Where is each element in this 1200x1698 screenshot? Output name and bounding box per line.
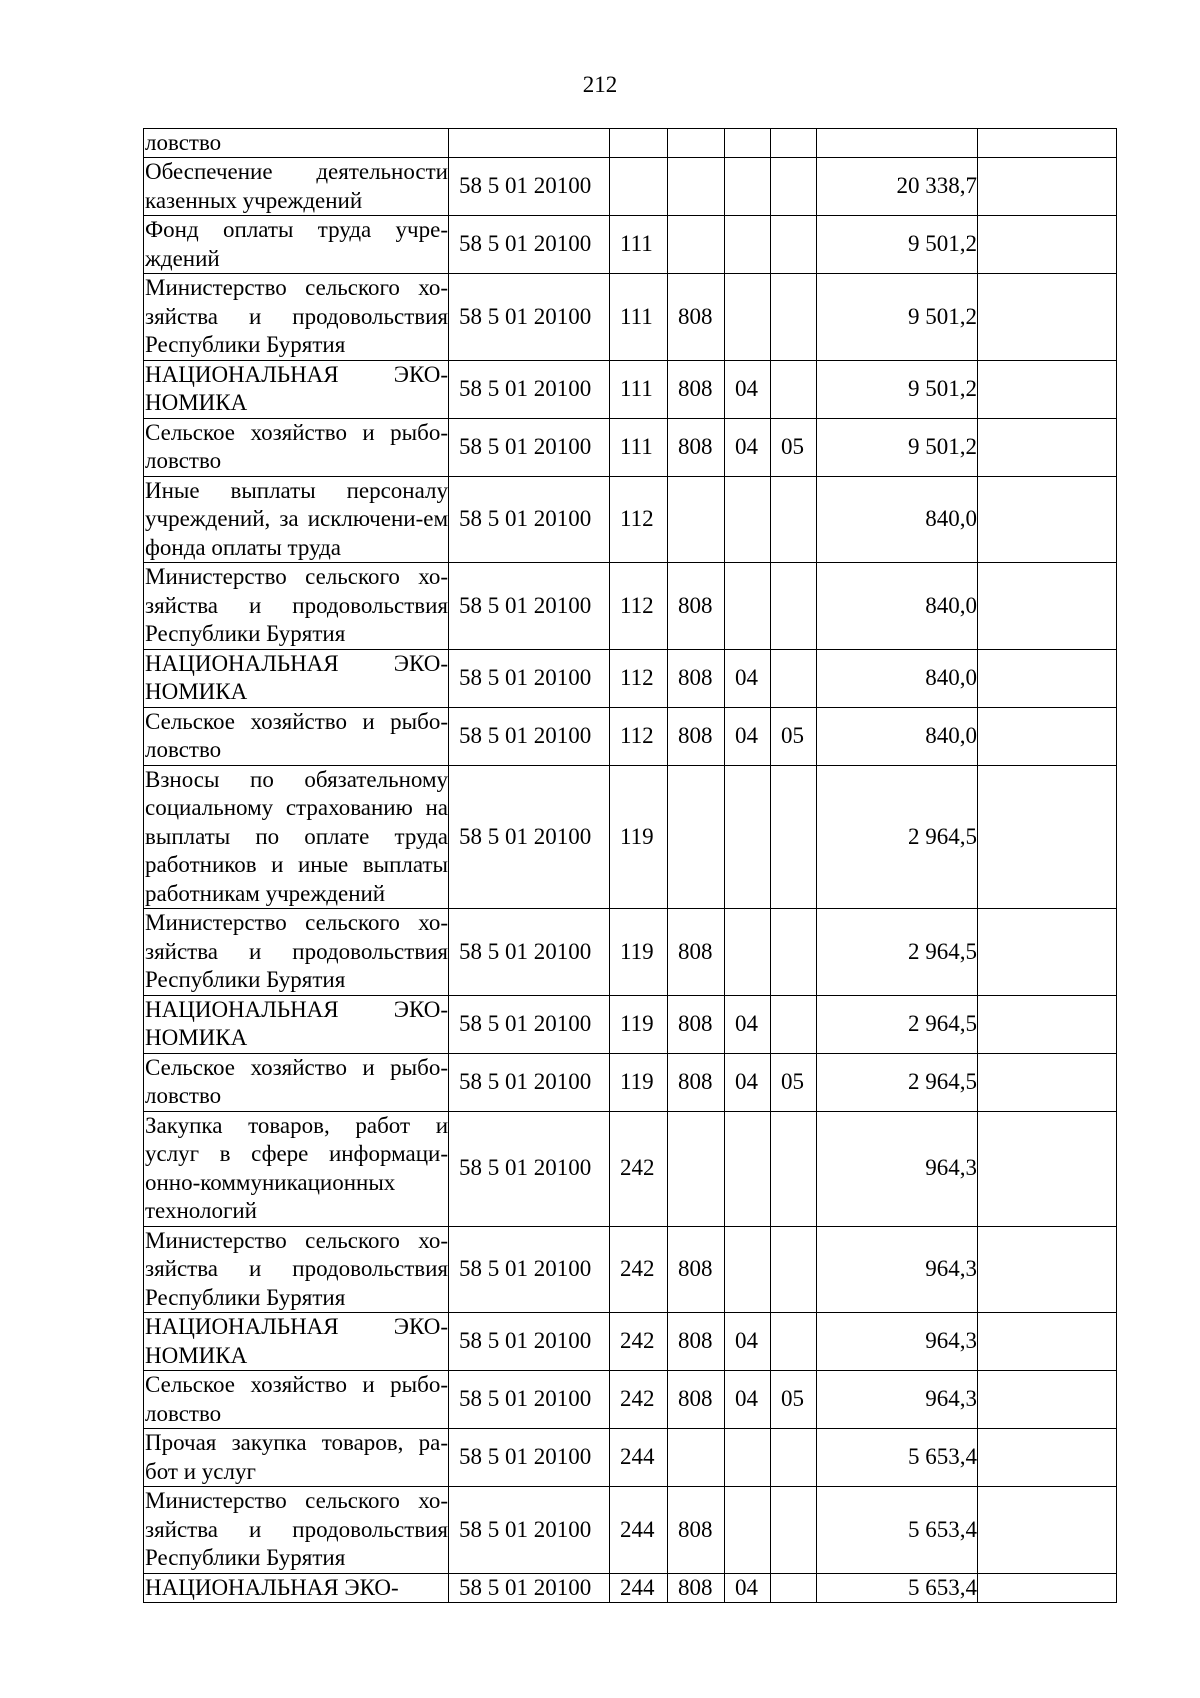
row-name-cell: Сельское хозяйство и рыбо-ловство xyxy=(144,1053,449,1111)
row-expense-type-cell: 112 xyxy=(610,649,668,707)
row-name-cell: Сельское хозяйство и рыбо-ловство xyxy=(144,707,449,765)
row-department-cell: 808 xyxy=(668,418,725,476)
page-number: 212 xyxy=(582,72,618,97)
row-expense-type-cell: 242 xyxy=(610,1371,668,1429)
row-amount-cell: 9 501,2 xyxy=(817,418,978,476)
row-name-cell: ловство xyxy=(144,129,449,158)
row-expense-type-cell: 242 xyxy=(610,1226,668,1313)
table-row xyxy=(144,216,1117,274)
row-amount-cell: 964,3 xyxy=(817,1226,978,1313)
row-subsection-cell xyxy=(771,476,817,563)
row-subsection-cell: 05 xyxy=(771,418,817,476)
table-row xyxy=(144,360,1117,418)
row-target-code-cell: 58 5 01 20100 xyxy=(449,476,610,563)
row-target-code-cell: 58 5 01 20100 xyxy=(449,1053,610,1111)
row-amount-cell: 2 964,5 xyxy=(817,1053,978,1111)
row-expense-type-cell: 242 xyxy=(610,1313,668,1371)
row-target-code-cell: 58 5 01 20100 xyxy=(449,1313,610,1371)
row-department-cell: 808 xyxy=(668,1313,725,1371)
row-section-cell: 04 xyxy=(725,995,771,1053)
table-row xyxy=(144,649,1117,707)
table-row xyxy=(144,995,1117,1053)
row-extra-cell xyxy=(978,1053,1117,1111)
row-expense-type-cell xyxy=(610,129,668,158)
row-subsection-cell xyxy=(771,1226,817,1313)
row-department-cell xyxy=(668,216,725,274)
row-section-cell: 04 xyxy=(725,1313,771,1371)
row-subsection-cell xyxy=(771,995,817,1053)
row-expense-type-cell xyxy=(610,158,668,216)
row-department-cell: 808 xyxy=(668,909,725,996)
row-expense-type-cell: 111 xyxy=(610,274,668,361)
row-extra-cell xyxy=(978,909,1117,996)
row-department-cell xyxy=(668,765,725,909)
row-department-cell: 808 xyxy=(668,649,725,707)
row-extra-cell xyxy=(978,1573,1117,1602)
row-target-code-cell: 58 5 01 20100 xyxy=(449,707,610,765)
row-target-code-cell: 58 5 01 20100 xyxy=(449,563,610,650)
row-amount-cell: 9 501,2 xyxy=(817,216,978,274)
row-expense-type-cell: 111 xyxy=(610,360,668,418)
row-target-code-cell: 58 5 01 20100 xyxy=(449,216,610,274)
row-expense-type-cell: 111 xyxy=(610,418,668,476)
table-row xyxy=(144,476,1117,563)
row-extra-cell xyxy=(978,649,1117,707)
row-department-cell: 808 xyxy=(668,1053,725,1111)
row-extra-cell xyxy=(978,418,1117,476)
row-expense-type-cell: 244 xyxy=(610,1487,668,1574)
table-row xyxy=(144,158,1117,216)
row-section-cell xyxy=(725,765,771,909)
row-amount-cell: 964,3 xyxy=(817,1111,978,1226)
row-department-cell: 808 xyxy=(668,995,725,1053)
row-target-code-cell: 58 5 01 20100 xyxy=(449,909,610,996)
row-expense-type-cell: 244 xyxy=(610,1573,668,1602)
row-extra-cell xyxy=(978,765,1117,909)
row-expense-type-cell: 244 xyxy=(610,1429,668,1487)
row-department-cell: 808 xyxy=(668,360,725,418)
row-target-code-cell: 58 5 01 20100 xyxy=(449,1487,610,1574)
row-subsection-cell xyxy=(771,649,817,707)
row-expense-type-cell: 119 xyxy=(610,995,668,1053)
row-department-cell xyxy=(668,476,725,563)
row-extra-cell xyxy=(978,1226,1117,1313)
row-target-code-cell: 58 5 01 20100 xyxy=(449,360,610,418)
table-row xyxy=(144,909,1117,996)
row-section-cell: 04 xyxy=(725,1371,771,1429)
row-amount-cell xyxy=(817,129,978,158)
row-amount-cell: 840,0 xyxy=(817,649,978,707)
row-expense-type-cell: 119 xyxy=(610,1053,668,1111)
table-body xyxy=(144,129,1117,1603)
table-row xyxy=(144,1371,1117,1429)
row-target-code-cell: 58 5 01 20100 xyxy=(449,1429,610,1487)
row-section-cell xyxy=(725,158,771,216)
row-name-cell: НАЦИОНАЛЬНАЯ ЭКО-НОМИКА xyxy=(144,360,449,418)
row-name-cell: Иные выплаты персоналу учреждений, за исключени-ем фонда оплаты труда xyxy=(144,476,449,563)
row-amount-cell: 5 653,4 xyxy=(817,1429,978,1487)
table-row xyxy=(144,1313,1117,1371)
row-extra-cell xyxy=(978,129,1117,158)
row-amount-cell: 5 653,4 xyxy=(817,1573,978,1602)
row-subsection-cell: 05 xyxy=(771,707,817,765)
row-amount-cell: 2 964,5 xyxy=(817,995,978,1053)
row-target-code-cell: 58 5 01 20100 xyxy=(449,649,610,707)
row-amount-cell: 840,0 xyxy=(817,476,978,563)
row-name-cell: НАЦИОНАЛЬНАЯ ЭКО- xyxy=(144,1573,449,1602)
row-subsection-cell xyxy=(771,1313,817,1371)
row-target-code-cell: 58 5 01 20100 xyxy=(449,1226,610,1313)
row-expense-type-cell: 119 xyxy=(610,765,668,909)
row-name-cell: Министерство сельского хо-зяйства и продовольствия Республики Бурятия xyxy=(144,274,449,361)
row-subsection-cell xyxy=(771,1573,817,1602)
row-department-cell: 808 xyxy=(668,1487,725,1574)
row-amount-cell: 9 501,2 xyxy=(817,360,978,418)
row-target-code-cell: 58 5 01 20100 xyxy=(449,1573,610,1602)
row-section-cell: 04 xyxy=(725,418,771,476)
row-amount-cell: 840,0 xyxy=(817,707,978,765)
row-target-code-cell: 58 5 01 20100 xyxy=(449,1111,610,1226)
row-extra-cell xyxy=(978,1313,1117,1371)
row-expense-type-cell: 112 xyxy=(610,476,668,563)
row-extra-cell xyxy=(978,476,1117,563)
row-name-cell: Сельское хозяйство и рыбо-ловство xyxy=(144,1371,449,1429)
row-target-code-cell: 58 5 01 20100 xyxy=(449,995,610,1053)
row-extra-cell xyxy=(978,995,1117,1053)
row-extra-cell xyxy=(978,274,1117,361)
row-extra-cell xyxy=(978,707,1117,765)
row-section-cell xyxy=(725,1429,771,1487)
row-section-cell xyxy=(725,909,771,996)
row-section-cell: 04 xyxy=(725,649,771,707)
row-section-cell: 04 xyxy=(725,1573,771,1602)
table-row xyxy=(144,418,1117,476)
row-name-cell: Министерство сельского хо-зяйства и продовольствия Республики Бурятия xyxy=(144,1226,449,1313)
row-amount-cell: 5 653,4 xyxy=(817,1487,978,1574)
row-extra-cell xyxy=(978,563,1117,650)
row-name-cell: Министерство сельского хо-зяйства и продовольствия Республики Бурятия xyxy=(144,563,449,650)
row-department-cell xyxy=(668,1429,725,1487)
row-target-code-cell: 58 5 01 20100 xyxy=(449,418,610,476)
row-extra-cell xyxy=(978,158,1117,216)
row-target-code-cell: 58 5 01 20100 xyxy=(449,1371,610,1429)
row-department-cell: 808 xyxy=(668,707,725,765)
row-department-cell xyxy=(668,158,725,216)
row-amount-cell: 9 501,2 xyxy=(817,274,978,361)
table-row xyxy=(144,1429,1117,1487)
row-name-cell: Министерство сельского хо-зяйства и продовольствия Республики Бурятия xyxy=(144,909,449,996)
row-subsection-cell xyxy=(771,1429,817,1487)
row-name-cell: Закупка товаров, работ и услуг в сфере информаци-онно-коммуникационных технологий xyxy=(144,1111,449,1226)
row-department-cell: 808 xyxy=(668,1573,725,1602)
row-name-cell: Прочая закупка товаров, ра-бот и услуг xyxy=(144,1429,449,1487)
row-section-cell xyxy=(725,1226,771,1313)
table-row xyxy=(144,129,1117,158)
row-department-cell: 808 xyxy=(668,274,725,361)
row-section-cell xyxy=(725,563,771,650)
row-subsection-cell xyxy=(771,909,817,996)
row-subsection-cell xyxy=(771,216,817,274)
row-department-cell xyxy=(668,129,725,158)
row-amount-cell: 2 964,5 xyxy=(817,765,978,909)
row-expense-type-cell: 119 xyxy=(610,909,668,996)
row-extra-cell xyxy=(978,1111,1117,1226)
row-expense-type-cell: 112 xyxy=(610,707,668,765)
row-name-cell: НАЦИОНАЛЬНАЯ ЭКО-НОМИКА xyxy=(144,995,449,1053)
row-subsection-cell xyxy=(771,1487,817,1574)
row-section-cell: 04 xyxy=(725,1053,771,1111)
row-name-cell: НАЦИОНАЛЬНАЯ ЭКО-НОМИКА xyxy=(144,1313,449,1371)
row-name-cell: Обеспечение деятельности казенных учреждений xyxy=(144,158,449,216)
row-extra-cell xyxy=(978,1429,1117,1487)
row-name-cell: Взносы по обязательному социальному страхованию на выплаты по оплате труда работников и иные выплаты работникам учреждений xyxy=(144,765,449,909)
row-subsection-cell: 05 xyxy=(771,1371,817,1429)
row-subsection-cell xyxy=(771,360,817,418)
table-row xyxy=(144,1573,1117,1602)
row-subsection-cell xyxy=(771,765,817,909)
row-amount-cell: 2 964,5 xyxy=(817,909,978,996)
row-department-cell xyxy=(668,1111,725,1226)
row-subsection-cell xyxy=(771,158,817,216)
table-row xyxy=(144,1053,1117,1111)
row-section-cell xyxy=(725,274,771,361)
table-row xyxy=(144,707,1117,765)
row-extra-cell xyxy=(978,1371,1117,1429)
table-row xyxy=(144,1111,1117,1226)
row-target-code-cell: 58 5 01 20100 xyxy=(449,765,610,909)
table-row xyxy=(144,765,1117,909)
row-department-cell: 808 xyxy=(668,1371,725,1429)
row-section-cell: 04 xyxy=(725,360,771,418)
row-section-cell xyxy=(725,476,771,563)
row-department-cell: 808 xyxy=(668,1226,725,1313)
row-subsection-cell xyxy=(771,1111,817,1226)
table-row xyxy=(144,1226,1117,1313)
row-section-cell xyxy=(725,1487,771,1574)
row-name-cell: Министерство сельского хо-зяйства и продовольствия Республики Бурятия xyxy=(144,1487,449,1574)
row-subsection-cell xyxy=(771,129,817,158)
table-row xyxy=(144,1487,1117,1574)
row-extra-cell xyxy=(978,216,1117,274)
row-extra-cell xyxy=(978,360,1117,418)
row-expense-type-cell: 242 xyxy=(610,1111,668,1226)
row-amount-cell: 840,0 xyxy=(817,563,978,650)
row-amount-cell: 964,3 xyxy=(817,1313,978,1371)
row-subsection-cell xyxy=(771,563,817,650)
row-target-code-cell: 58 5 01 20100 xyxy=(449,158,610,216)
row-name-cell: НАЦИОНАЛЬНАЯ ЭКО-НОМИКА xyxy=(144,649,449,707)
table-row xyxy=(144,563,1117,650)
row-section-cell xyxy=(725,129,771,158)
row-target-code-cell xyxy=(449,129,610,158)
row-extra-cell xyxy=(978,1487,1117,1574)
row-amount-cell: 20 338,7 xyxy=(817,158,978,216)
row-name-cell: Фонд оплаты труда учре-ждений xyxy=(144,216,449,274)
table-row xyxy=(144,274,1117,361)
row-amount-cell: 964,3 xyxy=(817,1371,978,1429)
row-section-cell: 04 xyxy=(725,707,771,765)
row-name-cell: Сельское хозяйство и рыбо-ловство xyxy=(144,418,449,476)
row-section-cell xyxy=(725,1111,771,1226)
row-subsection-cell xyxy=(771,274,817,361)
row-target-code-cell: 58 5 01 20100 xyxy=(449,274,610,361)
row-expense-type-cell: 112 xyxy=(610,563,668,650)
row-expense-type-cell: 111 xyxy=(610,216,668,274)
row-department-cell: 808 xyxy=(668,563,725,650)
budget-table xyxy=(143,128,1117,1603)
row-subsection-cell: 05 xyxy=(771,1053,817,1111)
row-section-cell xyxy=(725,216,771,274)
